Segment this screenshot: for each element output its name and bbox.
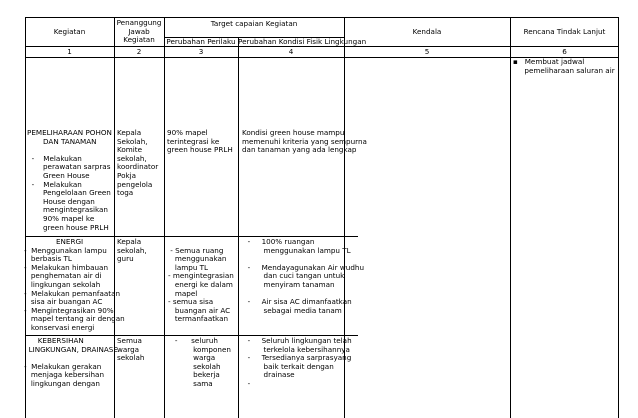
col-number-4: 4 xyxy=(288,46,294,56)
row2-kondisi: - 100% ruangan menggunakan lampu TL - Mendayagunakan Air wudhu dan cuci tangan untuk menyiram tanaman - Air sisa AC dimanfaatkan sebagai media tanam xyxy=(247,237,365,315)
row2-penanggung-jawab: Kepala sekolah, guru xyxy=(117,237,147,264)
row1-kondisi: Kondisi green house mampu memenuhi kriteria yang sempurna dan tanaman yang ada lengkap xyxy=(242,128,367,155)
row3-kegiatan: KEBERSIHAN LINGKUNGAN, DRAINASE - Melakukan gerakan menjaga kebersihan lingkungan dengan xyxy=(24,336,118,388)
header-kegiatan: Kegiatan xyxy=(53,27,86,36)
col-number-3: 3 xyxy=(198,46,204,56)
row2-perilaku: - Semua ruang menggunakan lampu TL - mengintegrasian energi ke dalam mapel - semua sisa buangan air AC termanfaatkan xyxy=(168,245,234,324)
col-number-5: 5 xyxy=(424,46,430,56)
col-number-2: 2 xyxy=(136,46,142,56)
row2-kegiatan: ENERGI - Menggunakan lampu berbasis TL - Melakukan himbauan penghematan air di lingkungan sekolah - Melakukan pemanfaatan sisa air buangan AC - Mengintegrasikan 90% mapel tentang air dengan konservasi energi xyxy=(24,237,125,332)
rule-col-3 xyxy=(164,17,165,418)
row3-perilaku: - seluruh komponen warga sekolah bekerja sama xyxy=(174,336,231,388)
row3-kondisi: - Seluruh lingkungan telah terkelola kebersihannya - Tersedianya sarprasyang baik terkait dengan drainase - xyxy=(247,336,352,388)
rule-col-6 xyxy=(510,17,511,418)
header-rencana: Rencana Tindak Lanjut xyxy=(523,27,606,36)
col-number-1: 1 xyxy=(67,46,72,56)
header-perubahan-kondisi: Perubahan Kondisi Fisik Lingkungan xyxy=(238,37,367,46)
row3-penanggung-jawab: Semua warga sekolah xyxy=(117,336,145,363)
rule-col-4 xyxy=(238,37,239,418)
row1-perilaku: 90% mapel terintegrasi ke green house PRLH xyxy=(167,128,233,155)
col-number-6: 6 xyxy=(562,46,567,56)
header-target: Target capaian Kegiatan xyxy=(210,19,298,28)
header-kendala: Kendala xyxy=(412,27,442,36)
header-perubahan-perilaku: Perubahan Perilaku xyxy=(166,37,236,46)
row1-kegiatan: PEMELIHARAAN POHON DAN TANAMAN - Melakukan perawatan sarpras Green House - Melakukan Pengelolaan Green House dengan mengintegrasikan 90% mapel ke green house PRLH xyxy=(27,128,112,232)
header-penanggung-jawab: Penanggung Jawab Kegiatan xyxy=(116,18,162,45)
row1-penanggung-jawab: Kepala Sekolah, Komite sekolah, koordinator Pokja pengelola toga xyxy=(117,128,159,198)
rencana-bullet-jadwal: ▪ Membuat jadwal pemeliharaan saluran air xyxy=(513,57,615,75)
